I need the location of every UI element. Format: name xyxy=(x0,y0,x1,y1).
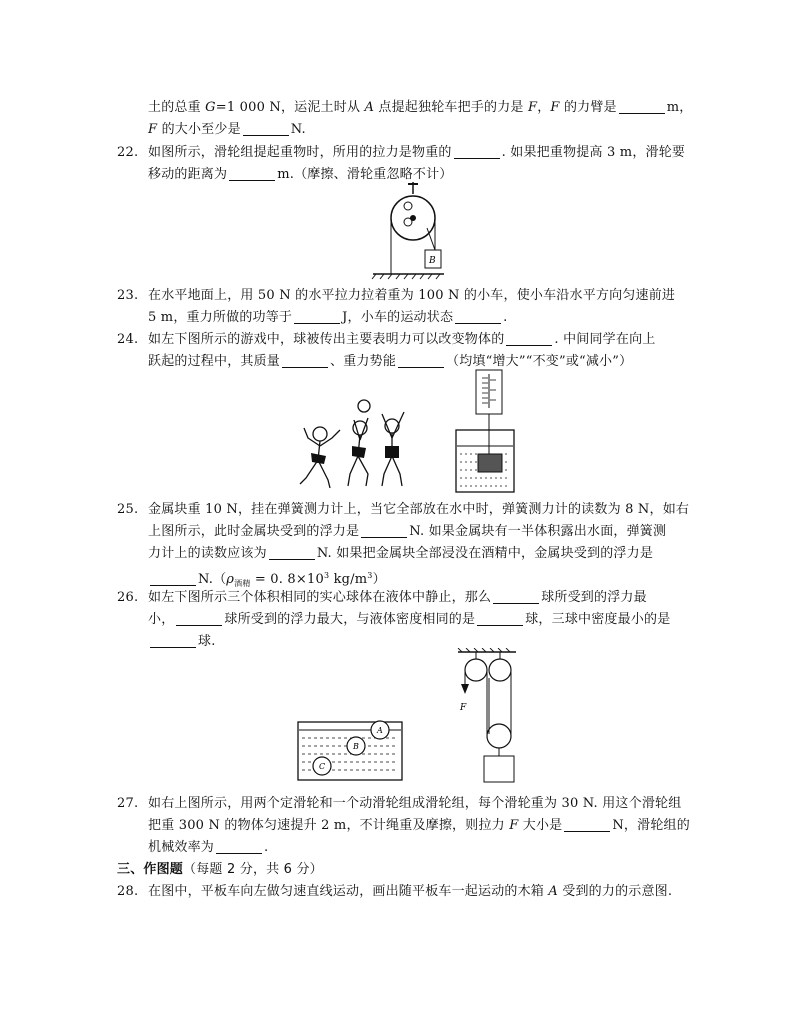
answer-blank[interactable] xyxy=(294,309,340,324)
q28-line1: 在图中，平板车向左做匀速直线运动，画出随平板车一起运动的木箱 A 受到的力的示意图. xyxy=(148,884,673,899)
q27-line1: 如右上图所示，用两个定滑轮和一个动滑轮组成滑轮组，每个滑轮重为 30 N. 用这个滑轮组 xyxy=(148,796,682,811)
answer-blank[interactable] xyxy=(229,166,275,181)
q27-number: 27. xyxy=(117,796,139,811)
q22-number: 22. xyxy=(117,145,139,160)
q25-number: 25. xyxy=(117,502,139,517)
q26-line3: 球. xyxy=(148,632,216,652)
answer-blank[interactable] xyxy=(216,839,262,854)
q25-line2: 上图所示，此时金属块受到的浮力是 N. 如果金属块有一半体积露出水面，弹簧测 xyxy=(148,524,667,539)
answer-blank[interactable] xyxy=(243,121,289,136)
answer-blank[interactable] xyxy=(398,353,444,368)
section-heading: 三、作图题（每题 2 分，共 6 分） xyxy=(117,862,323,877)
q26-number: 26. xyxy=(117,590,139,605)
q23-line2: 5 m，重力所做的功等于 J，小车的运动状态 . xyxy=(148,310,508,325)
q26-line1: 如左下图所示三个体积相同的实心球体在液体中静止，那么 球所受到的浮力最 xyxy=(148,590,647,605)
answer-blank[interactable] xyxy=(150,633,196,648)
answer-blank[interactable] xyxy=(282,353,328,368)
q22-line2: 移动的距离为 m.（摩擦、滑轮重忽略不计） xyxy=(148,167,453,182)
block-b-label: B xyxy=(429,256,436,266)
answer-blank[interactable] xyxy=(150,571,196,586)
q25-line3: 力计上的读数应该为 N. 如果把金属块全部浸没在酒精中，金属块受到的浮力是 xyxy=(148,546,654,561)
ball-c-label: C xyxy=(319,762,326,771)
q25-spring-scale-figure xyxy=(452,368,520,496)
ball-b-label: B xyxy=(353,742,359,751)
q27-line3: 机械效率为 . xyxy=(148,840,269,855)
answer-blank[interactable] xyxy=(477,611,523,626)
answer-blank[interactable] xyxy=(269,545,315,560)
answer-blank[interactable] xyxy=(564,817,610,832)
q22-line1: 如图所示，滑轮组提起重物时，所用的拉力是物重的 . 如果把重物提高 3 m，滑轮要 xyxy=(148,145,686,160)
q25-line1: 金属块重 10 N，挂在弹簧测力计上，当它全部放在水中时，弹簧测力计的读数为 8 N，如右 xyxy=(148,502,690,517)
q22-pulley-figure xyxy=(368,182,450,280)
q24-players-figure xyxy=(296,398,424,493)
q24-number: 24. xyxy=(117,332,139,347)
answer-blank[interactable] xyxy=(619,99,665,114)
q21-line1: 土的总重 G=1 000 N，运泥土时从 A 点提起独轮车把手的力是 F，F 的力臂是 m， xyxy=(148,100,693,115)
force-f-label: F xyxy=(460,703,467,713)
q27-pulley-block-figure xyxy=(454,648,520,786)
q24-line2: 跃起的过程中，其质量 、重力势能 （均填“增大”“不变”或“减小”） xyxy=(148,354,633,369)
q24-line1: 如左下图所示的游戏中，球被传出主要表明力可以改变物体的 . 中间同学在向上 xyxy=(148,332,656,347)
q27-line2: 把重 300 N 的物体匀速提升 2 m，不计绳重及摩擦，则拉力 F 大小是 N，滑轮组的 xyxy=(148,818,690,833)
answer-blank[interactable] xyxy=(455,309,501,324)
answer-blank[interactable] xyxy=(506,331,552,346)
q25-line4: $N.(\rho_{酒精} = 0$. $8\times 10^3$ $kg/m^3$） xyxy=(148,566,386,594)
q23-number: 23. xyxy=(117,288,139,303)
answer-blank[interactable] xyxy=(493,589,539,604)
q21-line2: F 的大小至少是 N. xyxy=(148,122,306,137)
q26-balls-figure xyxy=(296,718,406,782)
q23-line1: 在水平地面上，用 50 N 的水平拉力拉着重为 100 N 的小车，使小车沿水平方向匀速前进 xyxy=(148,288,676,303)
ball-a-label: A xyxy=(377,726,383,735)
answer-blank[interactable] xyxy=(454,144,500,159)
q28-number: 28. xyxy=(117,884,139,899)
q26-line2: 小， 球所受到的浮力最大，与液体密度相同的是 球，三球中密度最小的是 xyxy=(148,612,671,627)
answer-blank[interactable] xyxy=(176,611,222,626)
answer-blank[interactable] xyxy=(361,523,407,538)
